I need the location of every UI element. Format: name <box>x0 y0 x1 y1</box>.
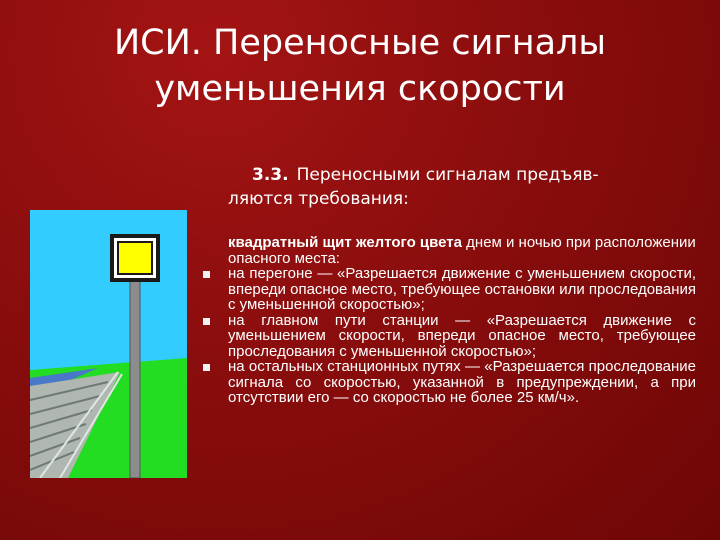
list-item <box>228 313 696 360</box>
list-item-text: на перегоне — «Разрешается движение с уменьшением скорости, впереди опасное место, требующее остановки или проследования с уменьшенной скоростью»; <box>228 265 696 313</box>
title-line-1: ИСИ. Переносные сигналы <box>113 23 607 63</box>
slide-title <box>60 20 660 112</box>
lead-bold-text: квадратный щит желтого цвета <box>228 234 462 251</box>
square-bullet-icon <box>203 364 210 371</box>
list-item-text: на главном пути станции — «Разрешается движение с уменьшением скорости, впереди опасное место, требующее проследования с уменьшенной скоростью»; <box>228 311 696 360</box>
requirements-list <box>228 266 696 406</box>
square-bullet-icon <box>203 318 210 325</box>
signal-pole <box>130 276 140 478</box>
yellow-signal-board <box>118 242 152 274</box>
list-item-text: на остальных станционных путях — «Разрешается проследование сигнала со скоростью, указанной в предупреждении, а при отсутствии его — со скоростью не более 25 км/ч». <box>228 358 696 406</box>
section-number: 3.3. <box>252 165 289 185</box>
title-line-2: уменьшения скорости <box>154 69 566 109</box>
intro-line-2: ляются требования: <box>228 189 409 209</box>
lead-paragraph <box>228 235 696 266</box>
signal-illustration-svg <box>30 210 187 478</box>
lead-rest-text: днем и ночью при расположении опасного места: <box>228 234 696 267</box>
intro-line-1: Переносными сигналам предъяв- <box>296 165 599 185</box>
list-item <box>228 359 696 406</box>
square-bullet-icon <box>203 271 210 278</box>
requirements-text <box>228 235 696 406</box>
intro-paragraph <box>228 163 698 211</box>
signal-illustration <box>30 210 187 478</box>
list-item <box>228 266 696 313</box>
